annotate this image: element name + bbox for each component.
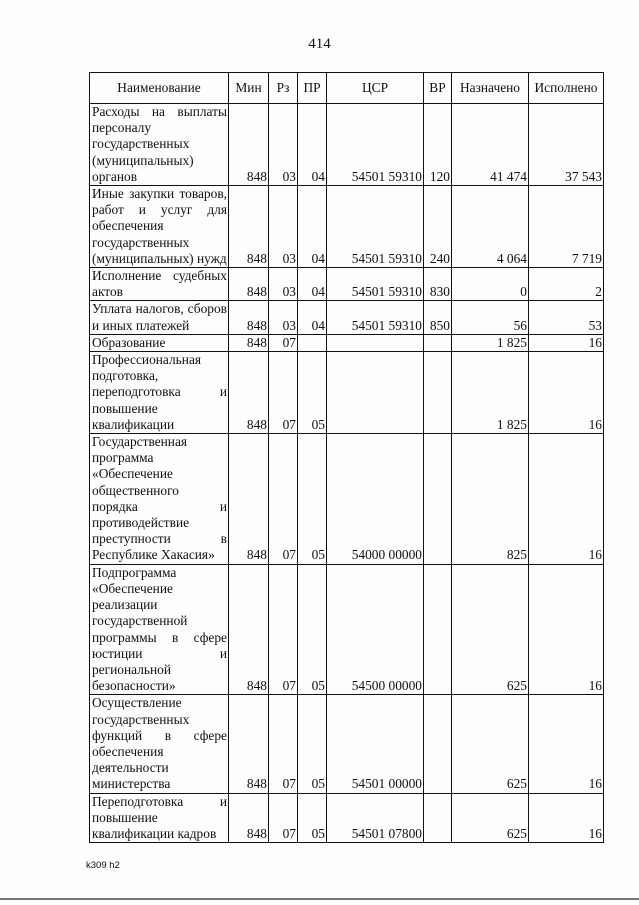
page-number: 414 [308,36,331,52]
row-min: 848 [229,564,269,695]
row-assigned: 625 [452,564,529,695]
row-rz: 03 [269,186,298,268]
table-row [90,695,604,793]
header-min: Мин [229,73,269,104]
row-executed: 16 [529,564,604,695]
header-executed: Исполнено [529,73,604,104]
row-min: 848 [229,793,269,843]
row-csr: 54501 07800 [327,793,424,843]
row-min: 848 [229,334,269,351]
row-name: Подпрограмма «Обеспечение реализации государственной программы в сфере юстиции и региональной безопасности» [90,564,229,695]
table-row [90,268,604,301]
row-name: Осуществление государственных функций в сфере обеспечения деятельности министерства [90,695,229,793]
row-csr: 54501 00000 [327,695,424,793]
row-rz: 07 [269,564,298,695]
row-executed: 16 [529,434,604,565]
row-csr [327,334,424,351]
row-assigned: 4 064 [452,186,529,268]
footer-code: k309 h2 [86,860,120,871]
header-row [90,73,604,104]
row-name: Государственная программа «Обеспечение общественного порядка и противодействие преступности в Республике Хакасия» [90,434,229,565]
row-executed: 16 [529,334,604,351]
table-row [90,793,604,843]
row-vr [424,695,452,793]
row-rz: 07 [269,793,298,843]
table-row [90,186,604,268]
table-row [90,434,604,565]
row-vr [424,352,452,434]
row-assigned: 625 [452,793,529,843]
row-executed: 53 [529,301,604,334]
row-executed: 16 [529,793,604,843]
row-assigned: 56 [452,301,529,334]
row-rz: 07 [269,434,298,565]
row-min: 848 [229,695,269,793]
row-vr: 120 [424,104,452,186]
row-rz: 07 [269,352,298,434]
row-name: Расходы на выплаты персоналу государственных (муниципальных) органов [90,104,229,186]
row-name: Уплата налогов, сборов и иных платежей [90,301,229,334]
table-row [90,301,604,334]
row-name: Иные закупки товаров, работ и услуг для обеспечения государственных (муниципальных) нужд [90,186,229,268]
row-rz: 07 [269,334,298,351]
header-rz: Рз [269,73,298,104]
row-vr [424,334,452,351]
table-row [90,334,604,351]
row-rz: 03 [269,301,298,334]
header-csr: ЦСР [327,73,424,104]
row-assigned: 0 [452,268,529,301]
row-rz: 07 [269,695,298,793]
row-rz: 03 [269,104,298,186]
row-min: 848 [229,434,269,565]
row-executed: 37 543 [529,104,604,186]
row-pr: 05 [298,434,327,565]
header-vr: ВР [424,73,452,104]
header-name: Наименование [90,73,229,104]
row-vr [424,434,452,565]
row-pr: 04 [298,104,327,186]
row-csr [327,352,424,434]
row-min: 848 [229,301,269,334]
row-assigned: 1 825 [452,334,529,351]
row-pr: 05 [298,695,327,793]
row-min: 848 [229,352,269,434]
row-executed: 16 [529,352,604,434]
row-pr: 05 [298,352,327,434]
row-csr: 54501 59310 [327,268,424,301]
row-assigned: 1 825 [452,352,529,434]
row-pr: 05 [298,793,327,843]
row-assigned: 825 [452,434,529,565]
row-rz: 03 [269,268,298,301]
header-pr: ПР [298,73,327,104]
table-row [90,352,604,434]
row-csr: 54501 59310 [327,301,424,334]
row-vr [424,564,452,695]
row-vr: 830 [424,268,452,301]
row-name: Образование [90,334,229,351]
row-vr [424,793,452,843]
row-csr: 54500 00000 [327,564,424,695]
row-vr: 240 [424,186,452,268]
row-name: Профессиональная подготовка, переподготовка и повышение квалификации [90,352,229,434]
row-executed: 2 [529,268,604,301]
row-executed: 16 [529,695,604,793]
row-executed: 7 719 [529,186,604,268]
row-csr: 54000 00000 [327,434,424,565]
row-csr: 54501 59310 [327,104,424,186]
row-csr: 54501 59310 [327,186,424,268]
scan-edge-rule [0,898,639,900]
row-pr: 04 [298,268,327,301]
row-assigned: 625 [452,695,529,793]
row-min: 848 [229,104,269,186]
row-min: 848 [229,268,269,301]
row-pr: 05 [298,564,327,695]
row-name: Исполнение судебных актов [90,268,229,301]
header-assigned: Назначено [452,73,529,104]
table-row [90,104,604,186]
table-row [90,564,604,695]
row-min: 848 [229,186,269,268]
budget-table [89,72,604,843]
row-pr [298,334,327,351]
row-name: Переподготовка и повышение квалификации кадров [90,793,229,843]
row-pr: 04 [298,186,327,268]
row-pr: 04 [298,301,327,334]
row-assigned: 41 474 [452,104,529,186]
row-vr: 850 [424,301,452,334]
